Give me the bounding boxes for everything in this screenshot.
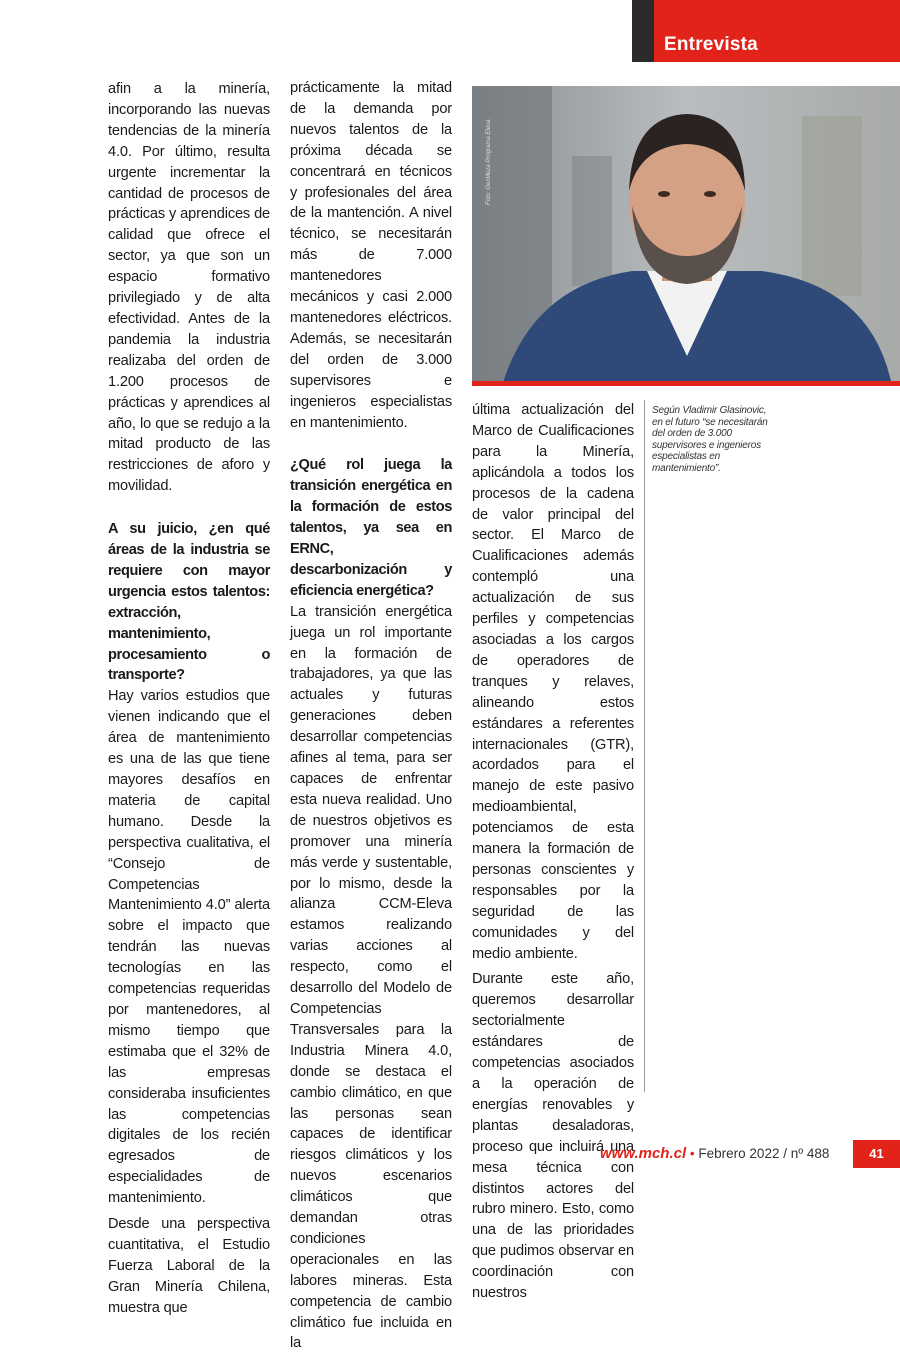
paragraph: Durante este año, queremos desarrollar sectorialmente estándares de competencias asociados a la operación de energías renovables y plantas desaladoras, proceso que incluirá una mesa técnica con distintos actores del rubro minero. Esto, como una de las prioridades que pudimos observar en coordinación con nuestros	[472, 971, 634, 1302]
issue-info: Febrero 2022 / nº 488	[698, 1146, 830, 1161]
website-link[interactable]: www.mch.cl	[600, 1145, 687, 1162]
section-title: Entrevista	[664, 34, 758, 55]
portrait-photo	[472, 86, 900, 386]
article-column-1	[108, 79, 270, 1324]
paragraph: Hay varios estudios que vienen indicando que el área de mantenimiento es una de las que tiene mayores desafíos en materia de capital humano. Desde la perspectiva cualitativa, el “Consejo de Competencias Mantenimiento 4.0” alerta sobre el impacto que tendrán las nuevas tecnologías en las competencias requeridas por mantenedores, al mismo tiempo que estimaba que el 32% de las empresas consideraba insuficientes las competencias digitales de los recién egresados de especialidades de mantenimiento.	[108, 688, 270, 1207]
article-column-3	[472, 400, 634, 1309]
photo-caption: Según Vladimir Glasinovic, en el futuro “se necesitarán del orden de 3.000 supervisores e ingenieros especialistas en mantenimiento”.	[652, 405, 768, 474]
section-header	[632, 0, 900, 62]
interview-question: ¿Qué rol juega la transición energética en la formación de estos talentos, ya sea en ERNC, descarbonización y eficiencia energética?	[290, 457, 452, 599]
footer-separator-dot: •	[689, 1146, 695, 1161]
paragraph: La transición energética juega un rol importante en la formación de trabajadores, ya que las actuales y futuras generaciones deben desarrollar competencias afines al tema, para ser capaces de enfrentar esta nueva realidad. Uno de nuestros objetivos es promover una minería más verde y sustentable, por lo mismo, desde la alianza CCM-Eleva estamos realizando varias acciones al respecto, como el desarrollo del Modelo de Competencias Transversales para la Industria Minera 4.0, donde se destaca el cambio climático, en que las personas sean capaces de identificar riesgos climáticos y los nuevos escenarios climáticos que demandan otras condiciones operacionales en las labores mineras. Esta competencia de cambio climático fue incluida en la	[290, 603, 452, 1352]
section-header-accent	[632, 0, 654, 62]
interview-question: A su juicio, ¿en qué áreas de la industria se requiere con mayor urgencia estos talentos: extracción, mantenimiento, procesamiento o transporte?	[108, 521, 270, 684]
photo-accent-bar	[472, 381, 900, 386]
photo-credit: Foto: Gentileza Programa Eleva.	[486, 117, 492, 205]
paragraph: última actualización del Marco de Cualificaciones para la Minería, aplicándola a todos los procesos de la cadena de valor principal del sector. El Marco de Cualificaciones además contempló una actualización de sus perfiles y competencias asociadas a los cargos de operadores de tranques y relaves, alineando estos estándares a referentes internacionales (GTR), acordados para el manejo de este pasivo medioambiental, potenciamos de esta manera la formación de personas conscientes y responsables por la seguridad de las comunidades y del medio ambiente.	[472, 402, 634, 962]
page-footer	[600, 1145, 829, 1162]
page-number: 41	[853, 1140, 900, 1168]
paragraph: Desde una perspectiva cuantitativa, el Estudio Fuerza Laboral de la Gran Minería Chilena, muestra que	[108, 1216, 270, 1316]
paragraph: prácticamente la mitad de la demanda por nuevos talentos de la próxima década se concentrará en técnicos y profesionales del área de la mantención. A nivel técnico, se necesitarán más de 7.000 mantenedores mecánicos y casi 2.000 mantenedores eléctricos. Además, se necesitarán del orden de 3.000 supervisores e ingenieros especialistas en mantenimiento.	[290, 80, 452, 431]
column-divider	[644, 400, 645, 1092]
paragraph: afin a la minería, incorporando las nuevas tendencias de la minería 4.0. Por último, resulta urgente incrementar la cantidad de procesos de prácticas y aprendices de calidad que ofrece el sector, ya que son un espacio formativo privilegiado y de alta efectividad. Antes de la pandemia la industria realizaba del orden de 1.200 procesos de prácticas y aprendices al año, lo que se redujo a la mitad producto de las restricciones de aforo y movilidad.	[108, 81, 270, 495]
article-column-2	[290, 78, 452, 1359]
